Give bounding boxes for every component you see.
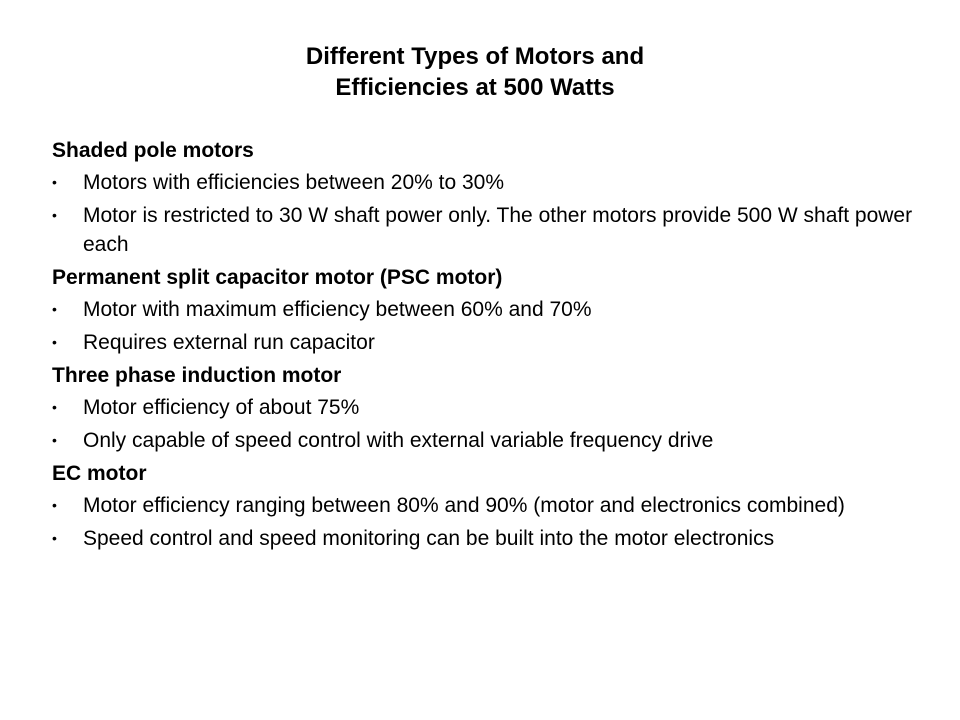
bullet-icon: •	[52, 530, 57, 546]
bullet-item	[52, 491, 932, 520]
bullet-list	[52, 491, 932, 553]
bullet-item	[52, 168, 932, 197]
section-heading: Three phase induction motor	[52, 364, 342, 387]
section-ec-motor	[52, 459, 932, 553]
bullet-text: Requires external run capacitor	[83, 331, 375, 354]
bullet-text: Speed control and speed monitoring can be built into the motor electronics	[83, 527, 775, 550]
bullet-icon: •	[52, 432, 57, 448]
bullet-icon: •	[52, 334, 57, 350]
bullet-list	[52, 393, 932, 455]
bullet-item	[52, 201, 932, 259]
bullet-list	[52, 168, 932, 259]
section-three-phase-induction-motor	[52, 361, 932, 455]
bullet-icon: •	[52, 174, 57, 190]
bullet-item	[52, 426, 932, 455]
bullet-text: Motors with efficiencies between 20% to 30%	[83, 171, 505, 194]
bullet-text: Only capable of speed control with external variable frequency drive	[83, 429, 714, 452]
bullet-item	[52, 393, 932, 422]
slide-content	[52, 136, 932, 557]
bullet-item	[52, 295, 932, 324]
section-heading: Shaded pole motors	[52, 139, 254, 162]
section-shaded-pole-motors	[52, 136, 932, 259]
bullet-item	[52, 524, 932, 553]
slide-title	[120, 41, 830, 103]
bullet-text: Motor is restricted to 30 W shaft power only. The other motors provide 500 W shaft power each	[83, 204, 913, 256]
bullet-icon: •	[52, 497, 57, 513]
slide-title-line-2: Efficiencies at 500 Watts	[335, 74, 615, 101]
bullet-icon: •	[52, 207, 57, 223]
bullet-icon: •	[52, 301, 57, 317]
bullet-icon: •	[52, 399, 57, 415]
slide-title-line-1: Different Types of Motors and	[305, 43, 645, 70]
bullet-text: Motor efficiency of about 75%	[83, 396, 360, 419]
section-heading: EC motor	[52, 462, 147, 485]
bullet-item	[52, 328, 932, 357]
section-psc-motor	[52, 263, 932, 357]
bullet-text: Motor efficiency ranging between 80% and 90% (motor and electronics combined)	[83, 494, 845, 517]
section-heading: Permanent split capacitor motor (PSC motor)	[52, 266, 503, 289]
bullet-text: Motor with maximum efficiency between 60% and 70%	[83, 298, 592, 321]
bullet-list	[52, 295, 932, 357]
